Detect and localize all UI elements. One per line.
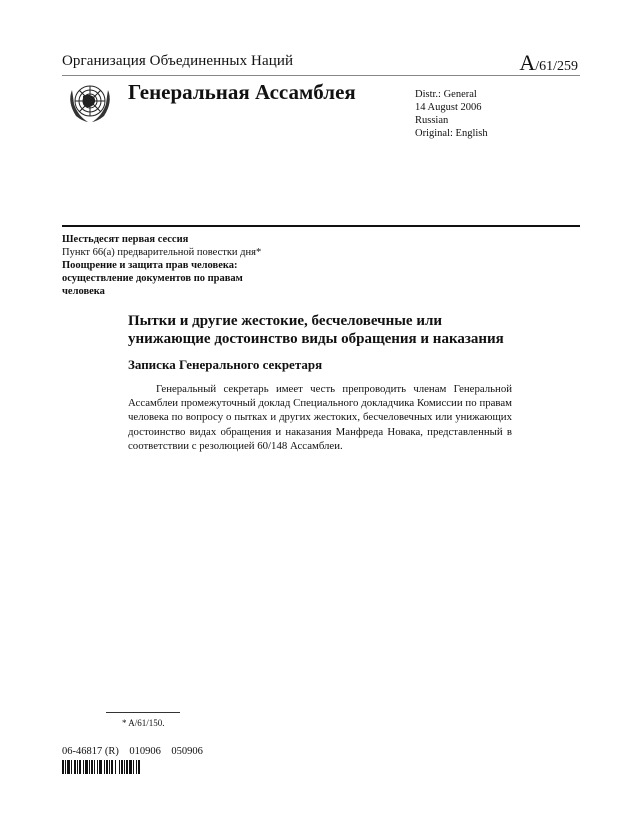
symbol-suffix: /61/259 — [535, 59, 578, 74]
language: Russian — [415, 115, 449, 126]
title-line-1: Пытки и другие жестокие, бесчеловечные или — [128, 313, 443, 329]
section-rule — [62, 225, 580, 227]
header-rule — [62, 75, 580, 76]
symbol-prefix: A — [519, 50, 536, 75]
distribution: Distr.: General — [415, 89, 477, 100]
session-info — [62, 233, 302, 298]
footnote: * A/61/150. — [122, 718, 165, 728]
session-name: Шестьдесят первая сессия — [62, 234, 189, 245]
issue-date: 14 August 2006 — [415, 102, 482, 113]
document-code: 06-46817 (R) 010906 050906 — [62, 746, 203, 757]
agenda-item: Пункт 66(a) предварительной повестки дня* — [62, 247, 262, 258]
topic-line-1: Поощрение и защита прав человека: — [62, 260, 238, 271]
document-symbol — [519, 50, 578, 76]
original-language: Original: English — [415, 128, 488, 139]
note-title: Записка Генерального секретаря — [128, 357, 323, 372]
body-text — [128, 382, 512, 453]
un-emblem-icon — [64, 80, 116, 126]
organization-name: Организация Объединенных Наций — [62, 53, 294, 69]
topic-line-2: осуществление документов по правам — [62, 273, 243, 284]
assembly-title: Генеральная Ассамблея — [128, 80, 356, 104]
barcode-icon — [62, 760, 176, 774]
distribution-info — [415, 88, 488, 140]
paragraph: Генеральный секретарь имеет честь препроводить членам Генеральной Ассамблеи промежуточный доклад Специального докладчика Комиссии по правам человека по вопросу о пытках и других жестоких, бесчеловечных или унижающих достоинство видах обращения и наказания Манфреда Новака, представленный в соответствии с резолюцией 60/148 Ассамблеи. — [128, 383, 512, 452]
document-title — [128, 312, 548, 348]
footnote-rule — [106, 712, 180, 713]
topic-line-3: человека — [62, 286, 105, 297]
title-line-2: унижающие достоинство виды обращения и наказания — [128, 331, 504, 347]
